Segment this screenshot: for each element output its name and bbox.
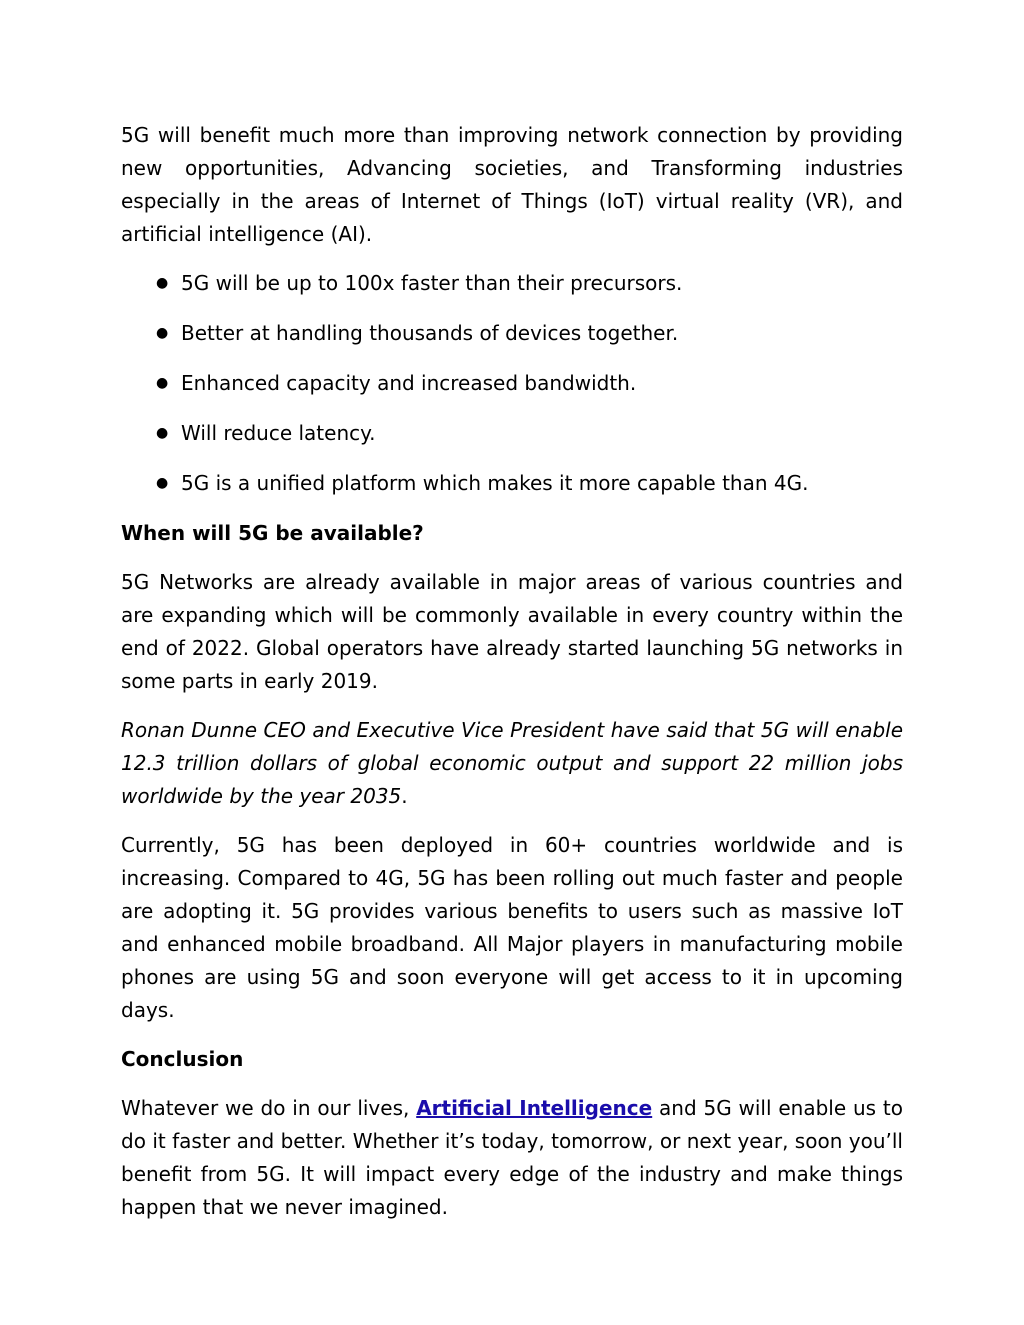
document-page (121, 119, 903, 1240)
bullet-icon: ● (156, 475, 169, 491)
bullet-icon: ● (156, 325, 169, 341)
quote-paragraph (121, 714, 903, 813)
artificial-intelligence-link[interactable]: Artificial Intelligence (416, 1096, 653, 1120)
list-item-text: 5G is a unified platform which makes it more capable than 4G. (181, 471, 809, 495)
list-item (121, 417, 903, 450)
availability-heading: When will 5G be available? (121, 521, 424, 545)
list-item-text: Enhanced capacity and increased bandwidth. (181, 371, 637, 395)
conclusion-text-end: and 5G will enable us to do it faster and better. Whether it’s today, tomorrow, or next year, soon you’ll benefit from 5G. It will impact every edge of the industry and make things happen that we never imagined. (121, 1096, 903, 1219)
list-item-text: 5G will be up to 100x faster than their precursors. (181, 271, 683, 295)
conclusion-paragraph (121, 1092, 903, 1224)
conclusion-text-start: Whatever we do in our lives, (121, 1096, 417, 1120)
conclusion-heading: Conclusion (121, 1047, 244, 1071)
bullet-icon: ● (156, 275, 169, 291)
bullet-icon: ● (156, 375, 169, 391)
intro-paragraph: 5G will benefit much more than improving network connection by providing new opportunities, Advancing societies, and Transforming industries especially in the areas of Internet of Things (IoT) virtual reality (VR), and artificial intelligence (AI). (121, 123, 903, 246)
list-item-text: Better at handling thousands of devices together. (181, 321, 679, 345)
list-item (121, 267, 903, 300)
quote-text: Ronan Dunne CEO and Executive Vice President have said that 5G will enable 12.3 trillion dollars of global economic output and support 22 million jobs worldwide by the year 2035 (121, 718, 903, 808)
list-item-text: Will reduce latency. (181, 421, 376, 445)
quote-period: . (401, 784, 408, 808)
current-status-paragraph: Currently, 5G has been deployed in 60+ countries worldwide and is increasing. Compared to 4G, 5G has been rolling out much faster and people are adopting it. 5G provides various benefits to users such as massive IoT and enhanced mobile broadband. All Major players in manufacturing mobile phones are using 5G and soon everyone will get access to it in upcoming days. (121, 833, 903, 1022)
list-item (121, 467, 903, 500)
benefits-list (121, 267, 903, 500)
availability-paragraph: 5G Networks are already available in major areas of various countries and are expanding which will be commonly available in every country within the end of 2022. Global operators have already started launching 5G networks in some parts in early 2019. (121, 570, 903, 693)
list-item (121, 367, 903, 400)
bullet-icon: ● (156, 425, 169, 441)
list-item (121, 317, 903, 350)
